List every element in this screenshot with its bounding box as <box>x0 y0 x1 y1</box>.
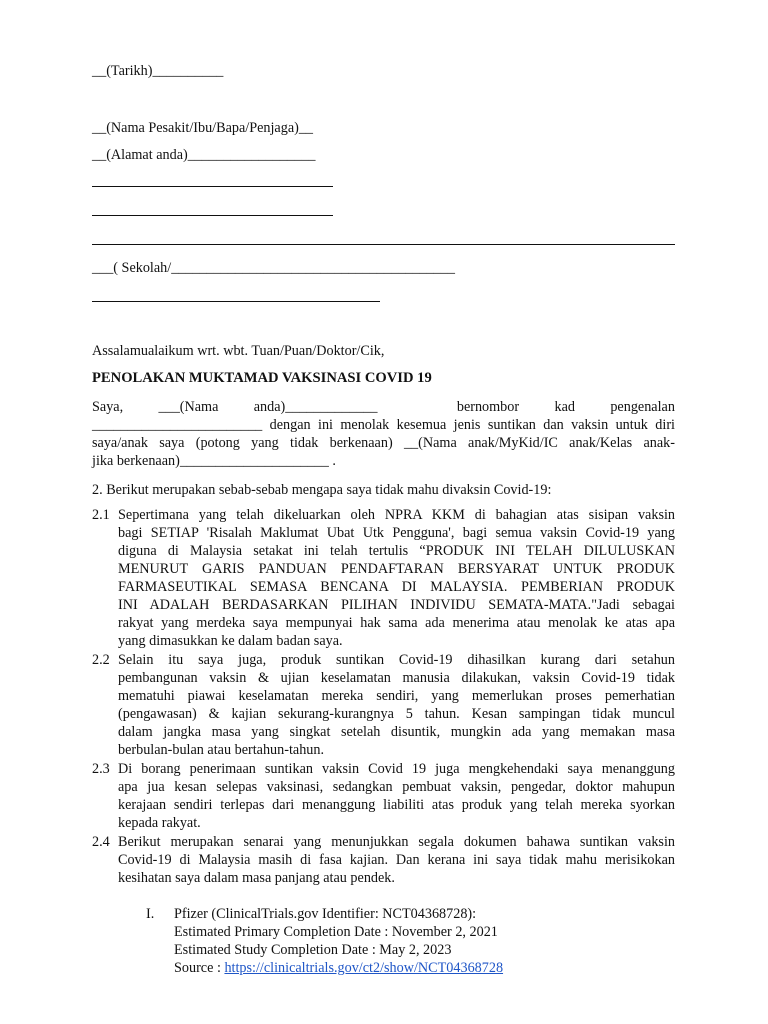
item-number: 2.4 <box>92 834 110 850</box>
item-2-1-line: yang dimasukkan ke dalam badan saya. <box>118 633 343 649</box>
point-2-heading: 2. Berikut merupakan sebab-sebab mengapa saya tidak mahu divaksin Covid-19: <box>92 482 552 498</box>
intro-word: kad <box>554 399 575 415</box>
item-2-1-line: diguna di Malaysia setakat ini telah tertulis “PRODUK INI TELAH DILULUSKAN <box>118 543 675 559</box>
item-number: 2.1 <box>92 507 110 523</box>
item-2-1-line: bagi SETIAP 'Risalah Maklumat Ubat Utk Pengguna', bagi semua vaksin Covid-19 yang <box>118 525 675 541</box>
intro-word: Saya, <box>92 399 124 415</box>
intro-line-4: jika berkenaan)_____________________ . <box>92 453 336 469</box>
item-2-2-line: Selain itu saya juga, produk suntikan Covid-19 dihasilkan kurang dari setahun <box>118 652 675 668</box>
item-2-2-line: mematuhi piawai keselamatan mereka sendiri, yang memerlukan proses pemerhatian <box>118 688 675 704</box>
item-2-3-line: kepada rakyat. <box>118 815 201 831</box>
source-label: Source : <box>174 960 225 976</box>
item-2-2-line: pembangunan vaksin & ujian keselamatan manusia dilakukan, vaksin Covid-19 tidak <box>118 670 675 686</box>
item-2-1-line: rakyat yang merdeka saya mempunyai hak sama ada menerima atau menolak ke atas apa <box>118 615 675 631</box>
item-2-3-line: kerajaan sendiri terlepas dari menanggung liabiliti atas produk yang telah mereka syorkan <box>118 797 675 813</box>
reference-number: I. <box>146 906 155 922</box>
intro-line-3: saya/anak saya (potong yang tidak berkenaan) __(Nama anak/MyKid/IC anak/Kelas anak- <box>92 435 675 451</box>
name-line: __(Nama Pesakit/Ibu/Bapa/Penjaga)__ <box>92 120 314 136</box>
intro-word: anda)_____________ <box>253 399 378 415</box>
item-number: 2.2 <box>92 652 110 668</box>
item-2-1-line: FARMASEUTIKAL SEMASA BENCANA DI MALAYSIA. PEMBERIAN PRODUK <box>118 579 675 595</box>
item-2-2-line: (pengawasan) & kajian sekurang-kurangnya 5 tahun. Kesan sampingan tidak muncul <box>118 706 675 722</box>
intro-word: ___(Nama <box>158 399 219 415</box>
reference-line: Pfizer (ClinicalTrials.gov Identifier: NCT04368728): <box>174 906 477 922</box>
item-2-4-line: Berikut merupakan senarai yang menunjukkan segala dokumen bahawa suntikan vaksin <box>118 834 675 850</box>
intro-line-1 <box>92 398 675 416</box>
school-line: ___( Sekolah/________________________________________ <box>92 260 455 276</box>
item-2-1-line: MENURUT GARIS PANDUAN PENDAFTARAN BERSYARAT UNTUK PRODUK <box>118 561 675 577</box>
school-blank-line <box>92 301 380 302</box>
item-2-4-line: kesihatan saya dalam masa panjang atau pendek. <box>118 870 395 886</box>
intro-line-2: ________________________ dengan ini menolak kesemua jenis suntikan dan vaksin untuk diri <box>92 417 675 433</box>
item-2-4-line: Covid-19 di Malaysia masih di fasa kajian. Dan kerana ini saya tidak mahu merisikokan <box>118 852 675 868</box>
item-2-2-line: berbulan-bulan atau bertahun-tahun. <box>118 742 325 758</box>
date-line: __(Tarikh)__________ <box>92 63 224 79</box>
intro-word: pengenalan <box>610 399 675 415</box>
item-2-2-line: dalam jangka masa yang singkat setelah disuntik, mungkin ada yang memakan masa <box>118 724 675 740</box>
reference-source <box>174 959 503 977</box>
address-blank-line-3 <box>92 244 675 245</box>
item-2-3-line: apa jua kesan selepas vaksinasi, sedangkan pembuat vaksin, pengedar, doktor mahupun <box>118 779 675 795</box>
address-line: __(Alamat anda)__________________ <box>92 147 316 163</box>
item-number: 2.3 <box>92 761 110 777</box>
document-title: PENOLAKAN MUKTAMAD VAKSINASI COVID 19 <box>92 370 432 386</box>
item-2-3-line: Di borang penerimaan suntikan vaksin Covid 19 juga mengkehendaki saya menanggung <box>118 761 675 777</box>
reference-line: Estimated Study Completion Date : May 2, 2023 <box>174 942 452 958</box>
item-2-1-line: Sepertimana yang telah dikeluarkan oleh NPRA KKM di bahagian atas sisipan vaksin <box>118 507 675 523</box>
source-link[interactable]: https://clinicaltrials.gov/ct2/show/NCT04368728 <box>224 960 504 976</box>
item-2-1-line: INI ADALAH BERDASARKAN PILIHAN INDIVIDU SEMATA-MATA."Jadi sebagai <box>118 597 675 613</box>
address-blank-line-2 <box>92 215 333 216</box>
greeting: Assalamualaikum wrt. wbt. Tuan/Puan/Doktor/Cik, <box>92 343 385 359</box>
intro-word: bernombor <box>456 399 520 415</box>
address-blank-line-1 <box>92 186 333 187</box>
reference-line: Estimated Primary Completion Date : November 2, 2021 <box>174 924 498 940</box>
